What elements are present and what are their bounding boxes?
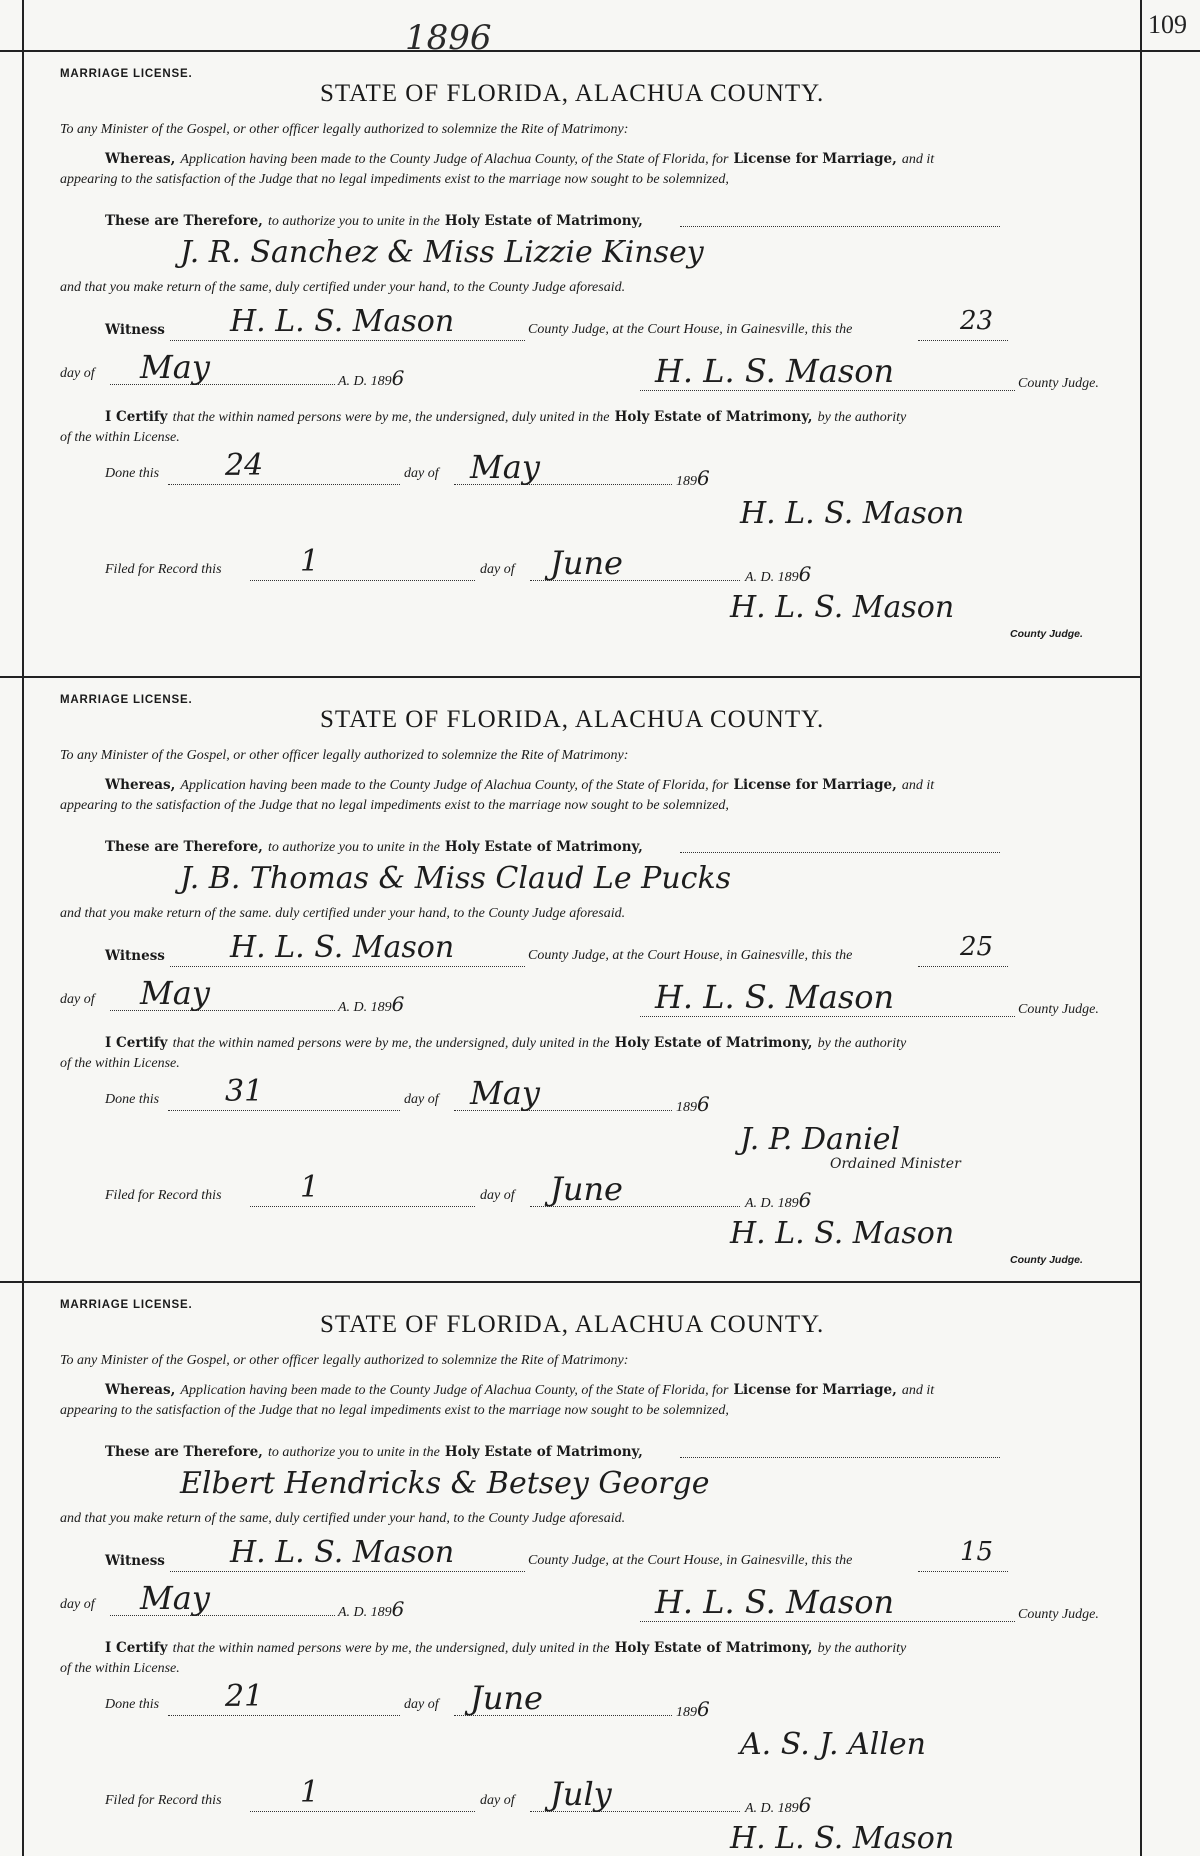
certify-estate: Holy Estate of Matrimony, [614, 409, 813, 425]
month: May [140, 348, 210, 386]
license-for-marriage: License for Marriage, [733, 777, 897, 793]
court-house-line: County Judge, at the Court House, in Gainesville, this the [528, 322, 853, 337]
done-day-of: day of [404, 466, 439, 481]
holy-estate: Holy Estate of Matrimony, [444, 839, 643, 855]
dotted-fill [170, 1571, 525, 1572]
dotted-fill [250, 580, 475, 581]
done-day: 21 [225, 1679, 264, 1714]
filed-signature: H. L. S. Mason [730, 1216, 955, 1251]
license-3 [0, 1281, 1140, 1856]
certify-text: that the within named persons were by me, the undersigned, duly united in the [172, 1036, 610, 1051]
witness-signature: H. L. S. Mason [230, 1535, 455, 1570]
dotted-fill [680, 852, 1000, 853]
certify-estate: Holy Estate of Matrimony, [614, 1640, 813, 1656]
therefore-label: These are Therefore, [105, 1444, 263, 1460]
whereas-line [105, 774, 934, 794]
ad-label: A. D. 189 [338, 1000, 392, 1015]
within-license-line: of the within License. [60, 430, 180, 445]
day-number: 25 [960, 932, 994, 962]
filed-month: June [550, 1170, 623, 1208]
certify-end: by the authority [817, 1036, 907, 1051]
whereas-label: Whereas, [105, 777, 176, 793]
witness-label: Witness [105, 948, 165, 964]
filed-day-of: day of [480, 1188, 515, 1203]
license-title: STATE OF FLORIDA, ALACHUA COUNTY. [320, 1311, 825, 1338]
day-number: 23 [960, 306, 994, 336]
whereas-text: Application having been made to the County Judge of Alachua County, of the State of Florida, for [180, 778, 729, 793]
certify-end: by the authority [817, 410, 907, 425]
dotted-fill [250, 1206, 475, 1207]
dotted-fill [918, 340, 1008, 341]
addressee-line: To any Minister of the Gospel, or other officer legally authorized to solemnize the Rite of Matrimony: [60, 1353, 629, 1368]
license-title: STATE OF FLORIDA, ALACHUA COUNTY. [320, 706, 825, 733]
therefore-label: These are Therefore, [105, 213, 263, 229]
county-judge-title: County Judge. [1018, 1607, 1099, 1622]
dotted-fill [680, 226, 1000, 227]
filed-year [745, 1188, 811, 1212]
license-tag: MARRIAGE LICENSE. [60, 1299, 193, 1311]
officiant-signature: H. L. S. Mason [740, 496, 965, 531]
whereas-line [105, 148, 934, 168]
done-year-digit: 6 [697, 1092, 710, 1116]
filed-year-digit: 6 [798, 1793, 812, 1817]
filed-day-of: day of [480, 562, 515, 577]
therefore-text: to authorize you to unite in the [267, 840, 440, 855]
dotted-fill [640, 1621, 1015, 1622]
filed-signature: H. L. S. Mason [730, 590, 955, 625]
filed-label: Filed for Record this [105, 562, 222, 577]
filed-signature: H. L. S. Mason [730, 1821, 955, 1856]
return-line: and that you make return of the same, duly certified under your hand, to the County Judge aforesaid. [60, 280, 626, 295]
therefore-text: to authorize you to unite in the [267, 1445, 440, 1460]
right-margin-rule [1140, 0, 1142, 1856]
certify-label: I Certify [105, 1640, 168, 1656]
filed-day: 1 [300, 1775, 320, 1810]
done-year-prefix: 189 [676, 1705, 697, 1720]
page-number: 109 [1148, 10, 1187, 39]
license-tag: MARRIAGE LICENSE. [60, 68, 193, 80]
month: May [140, 974, 210, 1012]
whereas-label: Whereas, [105, 151, 176, 167]
therefore-line [105, 210, 643, 230]
filed-day: 1 [300, 1170, 320, 1205]
license-1 [0, 50, 1140, 676]
officiant-signature: A. S. J. Allen [740, 1727, 926, 1762]
judge-signature: H. L. S. Mason [655, 1583, 895, 1621]
judge-signature: H. L. S. Mason [655, 352, 895, 390]
within-license-line: of the within License. [60, 1056, 180, 1071]
therefore-line [105, 1441, 643, 1461]
dotted-fill [918, 966, 1008, 967]
license-title: STATE OF FLORIDA, ALACHUA COUNTY. [320, 80, 825, 107]
ad-year [338, 1597, 404, 1621]
license-tag: MARRIAGE LICENSE. [60, 694, 193, 706]
witness-signature: H. L. S. Mason [230, 930, 455, 965]
dotted-fill [170, 966, 525, 967]
filed-year [745, 562, 811, 586]
day-of-label: day of [60, 992, 95, 1007]
whereas-end: and it [901, 778, 935, 793]
done-day: 24 [225, 448, 264, 483]
done-year-digit: 6 [697, 466, 710, 490]
done-day-of: day of [404, 1697, 439, 1712]
filed-day-of: day of [480, 1793, 515, 1808]
certify-text: that the within named persons were by me, the undersigned, duly united in the [172, 410, 610, 425]
filed-ad-label: A. D. 189 [745, 1801, 799, 1816]
done-day: 31 [225, 1074, 264, 1109]
filed-month: July [550, 1775, 612, 1813]
court-house-line: County Judge, at the Court House, in Gainesville, this the [528, 948, 853, 963]
done-year [676, 466, 710, 490]
certify-line [105, 406, 906, 426]
page-year: 1896 [405, 18, 492, 58]
appearing-line: appearing to the satisfaction of the Judge that no legal impediments exist to the marriage now sought to be solemnized, [60, 1403, 729, 1418]
whereas-end: and it [901, 152, 935, 167]
judge-signature: H. L. S. Mason [655, 978, 895, 1016]
certify-text: that the within named persons were by me, the undersigned, duly united in the [172, 1641, 610, 1656]
ad-label: A. D. 189 [338, 1605, 392, 1620]
addressee-line: To any Minister of the Gospel, or other officer legally authorized to solemnize the Rite of Matrimony: [60, 122, 629, 137]
couple-names: Elbert Hendricks & Betsey George [180, 1466, 710, 1501]
done-month: May [470, 1074, 540, 1112]
done-month: May [470, 448, 540, 486]
whereas-text: Application having been made to the County Judge of Alachua County, of the State of Florida, for [180, 152, 729, 167]
ad-year [338, 992, 404, 1016]
ad-year-digit: 6 [391, 366, 405, 390]
filed-ad-label: A. D. 189 [745, 1196, 799, 1211]
witness-label: Witness [105, 322, 165, 338]
filed-year-digit: 6 [798, 1188, 812, 1212]
whereas-text: Application having been made to the County Judge of Alachua County, of the State of Florida, for [180, 1383, 729, 1398]
appearing-line: appearing to the satisfaction of the Judge that no legal impediments exist to the marriage now sought to be solemnized, [60, 172, 729, 187]
filed-judge-title: County Judge. [1010, 1254, 1083, 1266]
within-license-line: of the within License. [60, 1661, 180, 1676]
holy-estate: Holy Estate of Matrimony, [444, 213, 643, 229]
filed-month: June [550, 544, 623, 582]
appearing-line: appearing to the satisfaction of the Judge that no legal impediments exist to the marriage now sought to be solemnized, [60, 798, 729, 813]
therefore-text: to authorize you to unite in the [267, 214, 440, 229]
officiant-signature: J. P. Daniel [740, 1122, 901, 1157]
ad-year [338, 366, 404, 390]
filed-ad-label: A. D. 189 [745, 570, 799, 585]
return-line: and that you make return of the same, duly certified under your hand, to the County Judge aforesaid. [60, 1511, 626, 1526]
certify-estate: Holy Estate of Matrimony, [614, 1035, 813, 1051]
therefore-label: These are Therefore, [105, 839, 263, 855]
dotted-fill [250, 1811, 475, 1812]
done-year-prefix: 189 [676, 474, 697, 489]
done-month: June [470, 1679, 543, 1717]
witness-label: Witness [105, 1553, 165, 1569]
dotted-fill [168, 1110, 400, 1111]
couple-names: J. R. Sanchez & Miss Lizzie Kinsey [180, 235, 704, 270]
done-this-label: Done this [105, 1697, 160, 1712]
day-of-label: day of [60, 1597, 95, 1612]
filed-year [745, 1793, 811, 1817]
filed-label: Filed for Record this [105, 1793, 222, 1808]
dotted-fill [170, 340, 525, 341]
certify-end: by the authority [817, 1641, 907, 1656]
done-year-prefix: 189 [676, 1100, 697, 1115]
done-this-label: Done this [105, 1092, 160, 1107]
return-line: and that you make return of the same. duly certified under your hand, to the County Judge aforesaid. [60, 906, 626, 921]
day-number: 15 [960, 1537, 994, 1567]
filed-year-digit: 6 [798, 562, 812, 586]
month: May [140, 1579, 210, 1617]
dotted-fill [918, 1571, 1008, 1572]
officiant-title: Ordained Minister [830, 1156, 961, 1172]
done-this-label: Done this [105, 466, 160, 481]
ad-label: A. D. 189 [338, 374, 392, 389]
done-year-digit: 6 [697, 1697, 710, 1721]
day-of-label: day of [60, 366, 95, 381]
license-2 [0, 676, 1140, 1281]
dotted-fill [168, 484, 400, 485]
done-year [676, 1697, 710, 1721]
filed-judge-title: County Judge. [1010, 628, 1083, 640]
done-year [676, 1092, 710, 1116]
therefore-line [105, 836, 643, 856]
ad-year-digit: 6 [391, 992, 405, 1016]
whereas-label: Whereas, [105, 1382, 176, 1398]
ad-year-digit: 6 [391, 1597, 405, 1621]
whereas-line [105, 1379, 934, 1399]
holy-estate: Holy Estate of Matrimony, [444, 1444, 643, 1460]
couple-names: J. B. Thomas & Miss Claud Le Pucks [180, 861, 732, 896]
done-day-of: day of [404, 1092, 439, 1107]
witness-signature: H. L. S. Mason [230, 304, 455, 339]
license-for-marriage: License for Marriage, [733, 1382, 897, 1398]
court-house-line: County Judge, at the Court House, in Gainesville, this the [528, 1553, 853, 1568]
certify-line [105, 1032, 906, 1052]
addressee-line: To any Minister of the Gospel, or other officer legally authorized to solemnize the Rite of Matrimony: [60, 748, 629, 763]
filed-day: 1 [300, 544, 320, 579]
dotted-fill [640, 390, 1015, 391]
county-judge-title: County Judge. [1018, 1002, 1099, 1017]
filed-label: Filed for Record this [105, 1188, 222, 1203]
certify-line [105, 1637, 906, 1657]
certify-label: I Certify [105, 409, 168, 425]
certify-label: I Certify [105, 1035, 168, 1051]
dotted-fill [168, 1715, 400, 1716]
dotted-fill [680, 1457, 1000, 1458]
dotted-fill [640, 1016, 1015, 1017]
license-for-marriage: License for Marriage, [733, 151, 897, 167]
county-judge-title: County Judge. [1018, 376, 1099, 391]
whereas-end: and it [901, 1383, 935, 1398]
